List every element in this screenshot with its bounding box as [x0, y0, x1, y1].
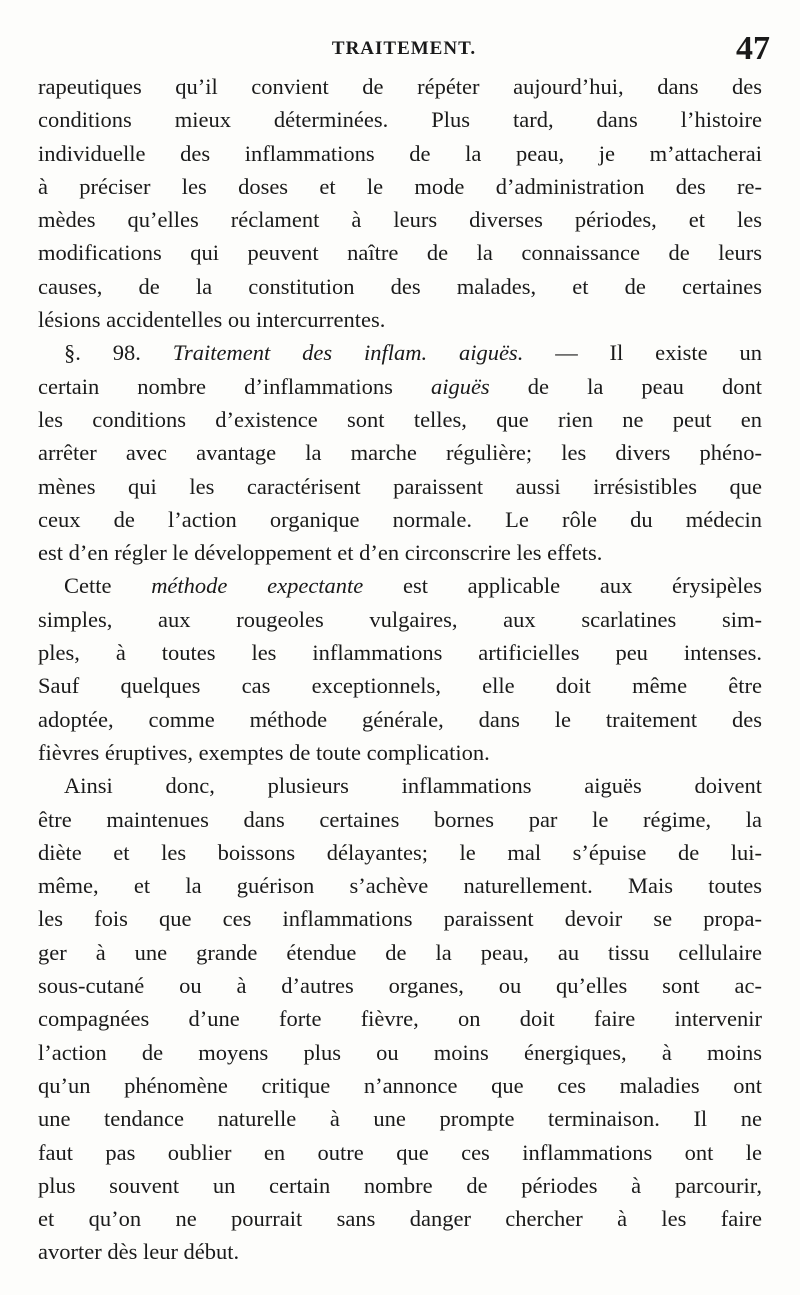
text-line: [38, 969, 762, 1002]
text-segment: mèdes qu’elles réclament à leurs diverses périodes, et les: [38, 207, 762, 233]
text-segment: Sauf quelques cas exceptionnels, elle doit même être: [38, 673, 762, 699]
text-line: [38, 170, 762, 203]
text-line: [38, 769, 762, 802]
text-segment: rapeutiques qu’il convient de répéter aujourd’hui, dans des: [38, 74, 762, 99]
text-segment: Ainsi donc, plusieurs inflammations aiguës doivent: [64, 773, 762, 799]
text-line: [38, 103, 762, 136]
text-segment: les fois que ces inflammations paraissent devoir se propa-: [38, 906, 762, 932]
text-line: [38, 70, 762, 103]
text-segment: de la peau dont: [489, 373, 762, 399]
text-segment: Cette: [64, 573, 152, 599]
text-segment: §. 98.: [64, 340, 173, 366]
text-segment: est d’en régler le développement et d’en circonscrire les effets.: [38, 540, 603, 566]
text-line: [38, 1069, 762, 1102]
text-segment: ples, à toutes les inflammations artificielles peu intenses.: [38, 640, 762, 666]
text-line: [38, 370, 762, 403]
text-segment: sous-cutané ou à d’autres organes, ou qu’elles sont ac-: [38, 973, 762, 999]
text-line: [38, 236, 762, 269]
text-segment: est applicable aux érysipèles: [363, 573, 762, 599]
text-line: [38, 336, 762, 369]
text-segment: plus souvent un certain nombre de périodes à parcourir,: [38, 1172, 762, 1198]
text-segment: modifications qui peuvent naître de la connaissance de leurs: [38, 240, 762, 266]
text-line: [38, 470, 762, 503]
text-segment: conditions mieux déterminées. Plus tard, dans l’histoire: [38, 107, 762, 133]
text-segment: et qu’on ne pourrait sans danger chercher à les faire: [38, 1206, 762, 1232]
italic-text: aiguës: [430, 373, 490, 399]
text-line: [38, 936, 762, 969]
text-line: [38, 803, 762, 836]
text-segment: arrêter avec avantage la marche régulière; les divers phéno-: [38, 440, 762, 466]
text-line: [38, 536, 762, 569]
text-segment: ger à une grande étendue de la peau, au tissu cellulaire: [38, 939, 762, 965]
text-line: [38, 1202, 762, 1235]
text-line: [38, 603, 762, 636]
page-header: [38, 30, 770, 74]
text-line: [38, 869, 762, 902]
text-line: [38, 1136, 762, 1169]
text-line: [38, 203, 762, 236]
text-line: [38, 270, 762, 303]
text-segment: même, et la guérison s’achève naturellement. Mais toutes: [38, 873, 762, 899]
text-line: [38, 1002, 762, 1035]
text-line: [38, 1036, 762, 1069]
text-segment: ceux de l’action organique normale. Le rôle du médecin: [38, 506, 762, 532]
text-line: [38, 137, 762, 170]
running-head: TRAITEMENT.: [331, 38, 477, 59]
text-segment: certain nombre d’inflammations: [38, 373, 431, 399]
text-segment: compagnées d’une forte fièvre, on doit faire intervenir: [38, 1006, 762, 1032]
text-line: [38, 636, 762, 669]
text-line: [38, 569, 762, 602]
text-line: [38, 703, 762, 736]
text-segment: faut pas oublier en outre que ces inflammations ont le: [38, 1139, 762, 1165]
text-segment: mènes qui les caractérisent paraissent aussi irrésistibles que: [38, 473, 762, 499]
text-line: [38, 836, 762, 869]
text-segment: lésions accidentelles ou intercurrentes.: [38, 307, 386, 333]
text-line: [38, 503, 762, 536]
text-line: [38, 669, 762, 702]
text-line: [38, 1235, 762, 1268]
text-segment: être maintenues dans certaines bornes par le régime, la: [38, 806, 762, 832]
text-segment: qu’un phénomène critique n’annonce que ces maladies ont: [38, 1072, 762, 1098]
text-segment: diète et les boissons délayantes; le mal s’épuise de lui-: [38, 839, 762, 865]
text-segment: les conditions d’existence sont telles, que rien ne peut en: [38, 406, 762, 432]
text-line: [38, 1102, 762, 1135]
text-segment: — Il existe un: [523, 340, 762, 366]
text-line: [38, 736, 762, 769]
text-line: [38, 303, 762, 336]
text-line: [38, 902, 762, 935]
italic-text: Traitement des inflam. aiguës.: [172, 340, 524, 366]
body-text: [38, 70, 762, 1269]
text-segment: individuelle des inflammations de la peau, je m’attacherai: [38, 140, 762, 166]
text-line: [38, 1169, 762, 1202]
text-segment: à préciser les doses et le mode d’administration des re-: [38, 173, 762, 199]
text-segment: l’action de moyens plus ou moins énergiques, à moins: [38, 1039, 762, 1065]
text-segment: une tendance naturelle à une prompte terminaison. Il ne: [38, 1106, 762, 1132]
text-line: [38, 436, 762, 469]
text-line: [38, 403, 762, 436]
text-segment: adoptée, comme méthode générale, dans le traitement des: [38, 706, 762, 732]
text-segment: fièvres éruptives, exemptes de toute complication.: [38, 739, 490, 765]
text-segment: causes, de la constitution des malades, et de certaines: [38, 273, 762, 299]
text-segment: simples, aux rougeoles vulgaires, aux scarlatines sim-: [38, 606, 762, 632]
page-number: 47: [736, 30, 770, 67]
italic-text: méthode expectante: [151, 573, 364, 599]
text-segment: avorter dès leur début.: [38, 1239, 240, 1265]
